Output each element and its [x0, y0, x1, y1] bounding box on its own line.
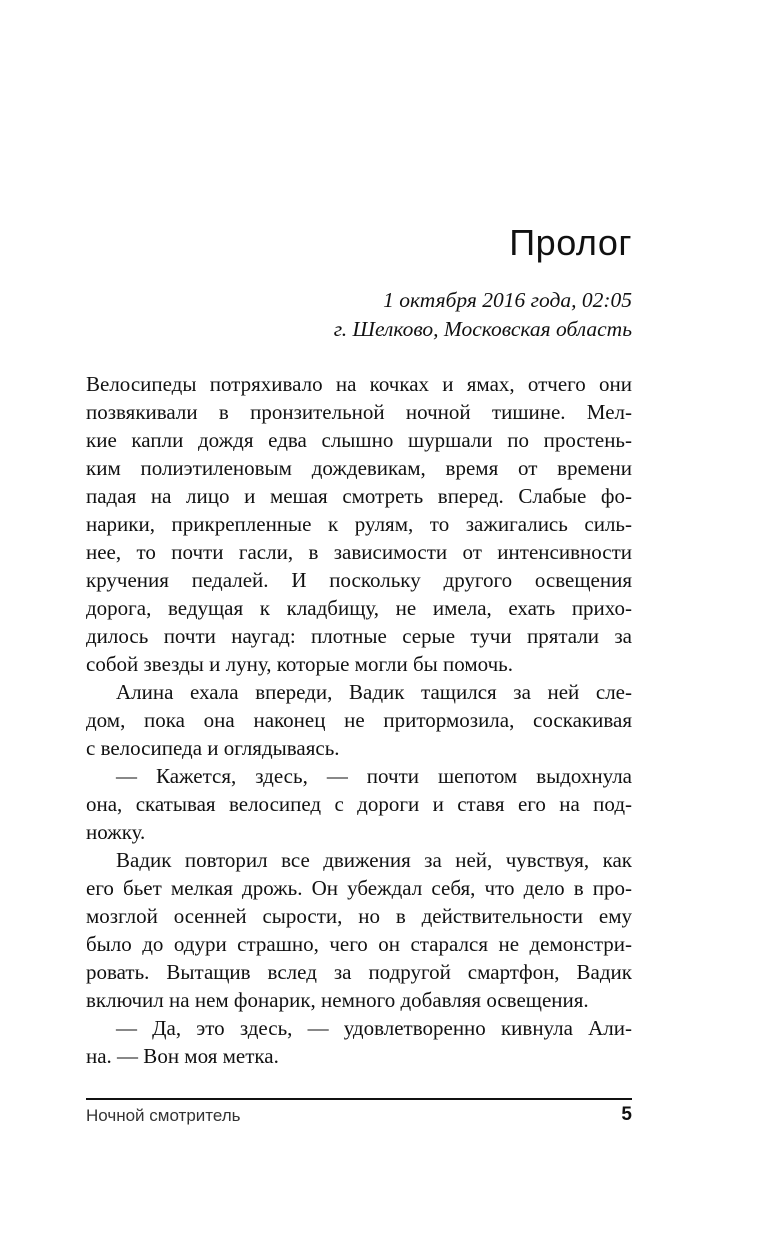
running-footer-title: Ночной смотритель — [86, 1106, 241, 1125]
paragraph — [86, 1014, 632, 1070]
text-line: было до одури страшно, чего он старался не демонстри- — [86, 932, 632, 956]
text-line: Вадик повторил все движения за ней, чувствуя, как — [116, 848, 632, 872]
text-line: дорога, ведущая к кладбищу, не имела, ехать прихо- — [86, 596, 632, 620]
text-line: падая на лицо и мешая смотреть вперед. Слабые фо- — [86, 484, 632, 508]
footer-divider — [86, 1098, 632, 1100]
text-line: на. — Вон моя метка. — [86, 1044, 279, 1068]
text-line: ровать. Вытащив вслед за подругой смартфон, Вадик — [86, 960, 632, 984]
text-line: кие капли дождя едва слышно шуршали по простень- — [86, 428, 632, 452]
paragraph — [86, 762, 632, 846]
text-line: нее, то почти гасли, в зависимости от интенсивности — [86, 540, 632, 564]
text-line: Велосипеды потряхивало на кочках и ямах, отчего они — [86, 372, 632, 396]
text-line: дом, пока она наконец не притормозила, соскакивая — [86, 708, 632, 732]
text-line: Алина ехала впереди, Вадик тащился за ней сле- — [116, 680, 632, 704]
paragraph — [86, 846, 632, 1014]
body-text — [86, 370, 632, 1070]
paragraph — [86, 678, 632, 762]
text-line: — Кажется, здесь, — почти шепотом выдохнула — [116, 764, 632, 788]
chapter-dateline — [334, 286, 632, 344]
text-line: — Да, это здесь, — удовлетворенно кивнула Али- — [116, 1016, 632, 1040]
text-line: позвякивали в пронзительной ночной тишине. Мел- — [86, 400, 632, 424]
text-line: ножку. — [86, 820, 146, 844]
paragraph — [86, 370, 632, 678]
page-number: 5 — [621, 1104, 632, 1125]
dateline-place: г. Шелково, Московская область — [333, 317, 632, 341]
text-line: его бьет мелкая дрожь. Он убеждал себя, что дело в про- — [86, 876, 632, 900]
text-line: нарики, прикрепленные к рулям, то зажигались силь- — [86, 512, 632, 536]
text-line: ким полиэтиленовым дождевикам, время от времени — [86, 456, 632, 480]
dateline-date: 1 октября 2016 года, 02:05 — [383, 288, 632, 312]
text-line: с велосипеда и оглядываясь. — [86, 736, 340, 760]
chapter-title: Пролог — [509, 222, 632, 263]
text-line: собой звезды и луну, которые могли бы помочь. — [86, 652, 513, 676]
text-line: она, скатывая велосипед с дороги и ставя его на под- — [86, 792, 632, 816]
text-line: дилось почти наугад: плотные серые тучи прятали за — [86, 624, 632, 648]
text-line: мозглой осенней сырости, но в действительности ему — [86, 904, 632, 928]
text-line: включил на нем фонарик, немного добавляя освещения. — [86, 988, 589, 1012]
text-line: кручения педалей. И поскольку другого освещения — [86, 568, 632, 592]
